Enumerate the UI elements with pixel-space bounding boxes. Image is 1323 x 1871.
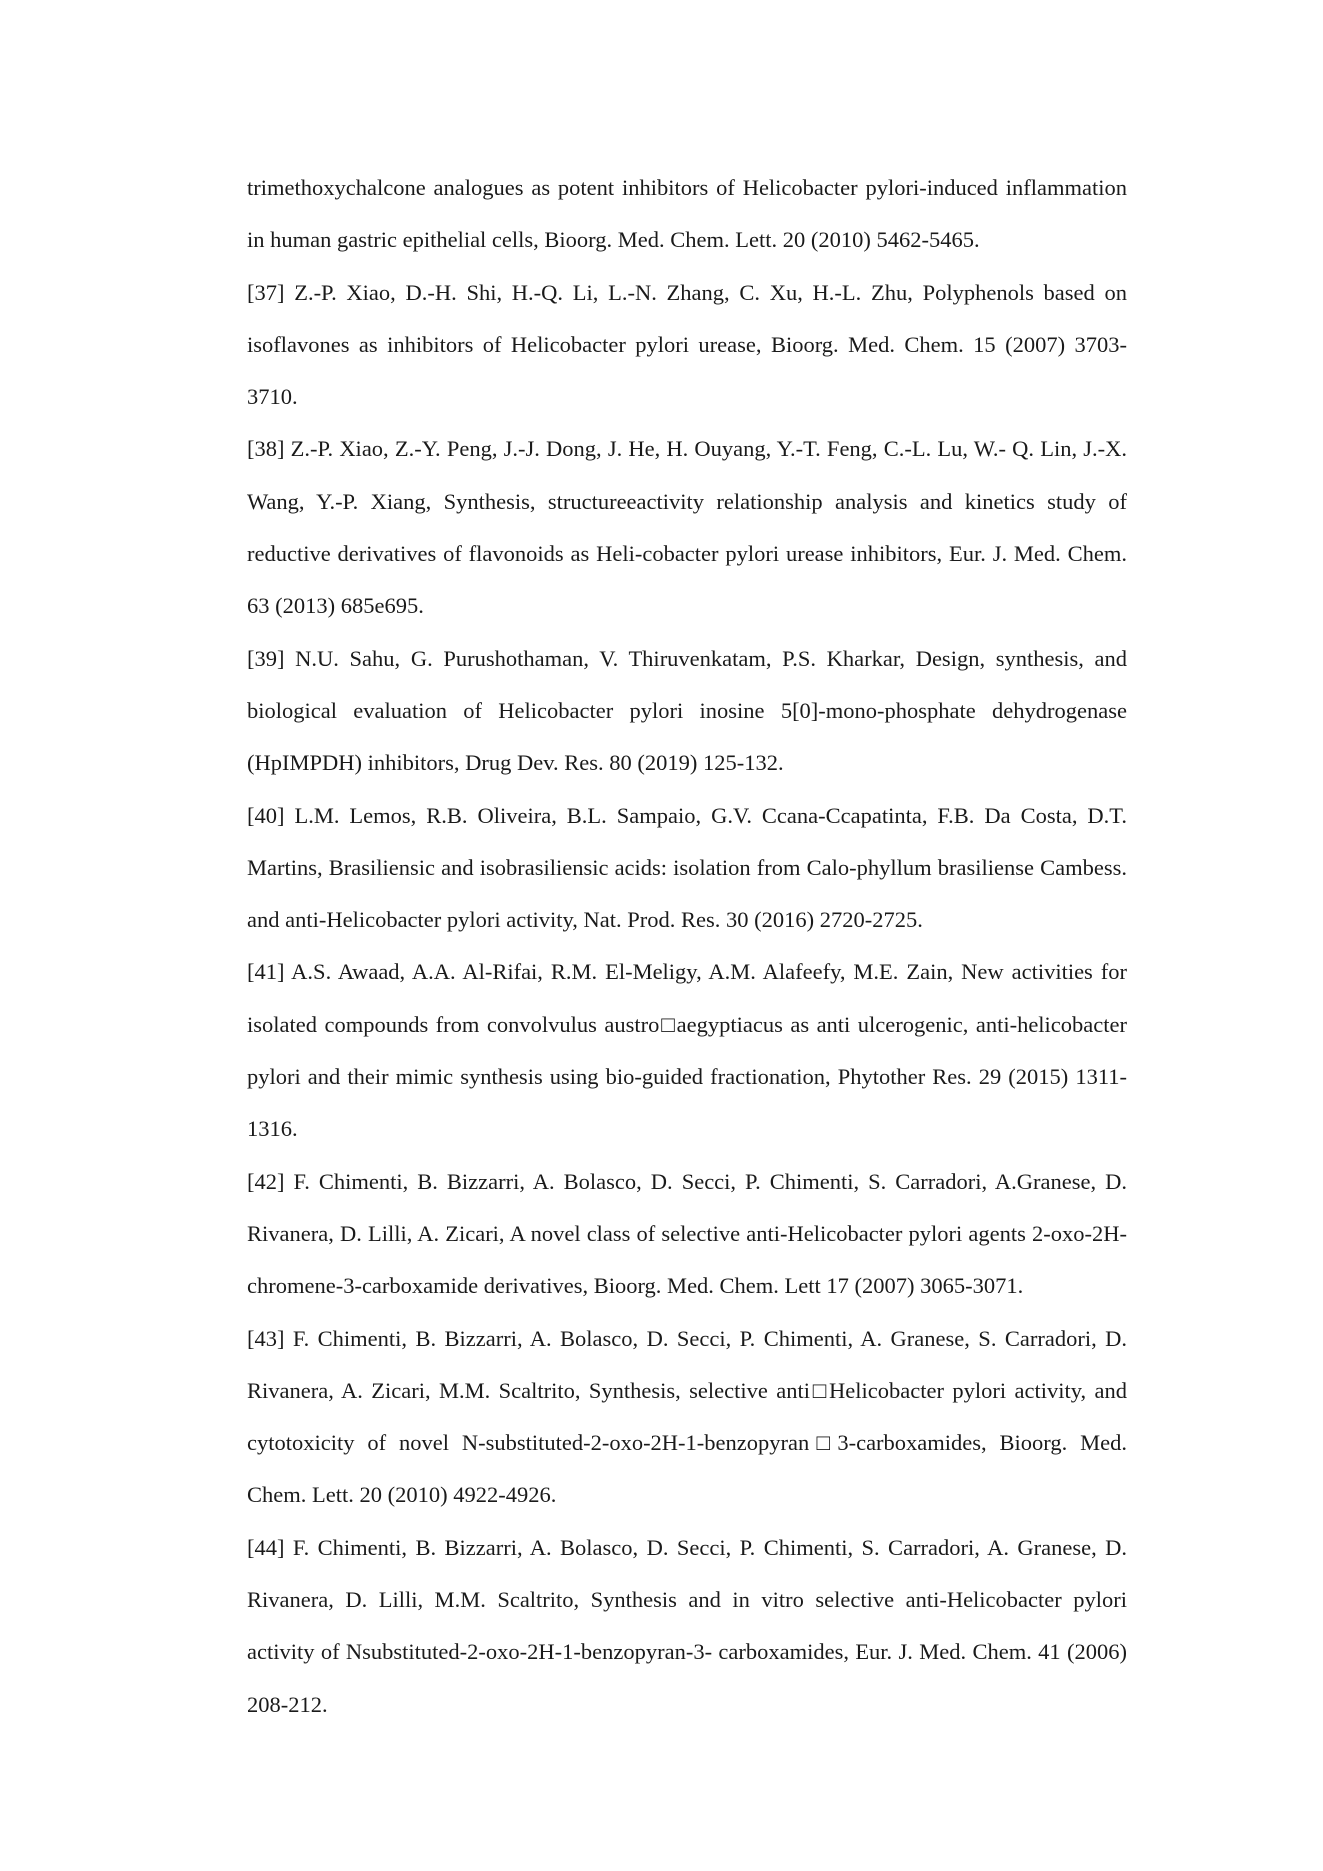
reference-40: [40] L.M. Lemos, R.B. Oliveira, B.L. Sampaio, G.V. Ccana-Ccapatinta, F.B. Da Costa, D.T. Martins, Brasiliensic and isobrasiliensic acids: isolation from Calo-phyllum brasiliense Cambess. and anti-Helicobacter pylori activity, Nat. Prod. Res. 30 (2016) 2720-2725.	[247, 802, 1127, 933]
reference-41: [41] A.S. Awaad, A.A. Al-Rifai, R.M. El-Meligy, A.M. Alafeefy, M.E. Zain, New activities for isolated compounds from convolvulus austro□aegyptiacus as anti ulcerogenic, anti-helicobacter pylori and their mimic synthesis using bio-guided fractionation, Phytother Res. 29 (2015) 1311-1316.	[247, 959, 1127, 1142]
reference-42: [42] F. Chimenti, B. Bizzarri, A. Bolasco, D. Secci, P. Chimenti, S. Carradori, A.Granese, D. Rivanera, D. Lilli, A. Zicari, A novel class of selective anti-Helicobacter pylori agents 2-oxo-2H-chromene-3-carboxamide derivatives, Bioorg. Med. Chem. Lett 17 (2007) 3065-3071.	[247, 1168, 1127, 1299]
reference-39: [39] N.U. Sahu, G. Purushothaman, V. Thiruvenkatam, P.S. Kharkar, Design, synthesis, and biological evaluation of Helicobacter pylori inosine 5[0]-mono-phosphate dehydrogenase (HpIMPDH) inhibitors, Drug Dev. Res. 80 (2019) 125-132.	[247, 645, 1127, 776]
reference-continuation: trimethoxychalcone analogues as potent inhibitors of Helicobacter pylori-induced inflammation in human gastric epithelial cells, Bioorg. Med. Chem. Lett. 20 (2010) 5462-5465.	[247, 175, 1127, 253]
reference-37: [37] Z.-P. Xiao, D.-H. Shi, H.-Q. Li, L.-N. Zhang, C. Xu, H.-L. Zhu, Polyphenols based on isoflavones as inhibitors of Helicobacter pylori urease, Bioorg. Med. Chem. 15 (2007) 3703-3710.	[247, 279, 1127, 410]
reference-43: [43] F. Chimenti, B. Bizzarri, A. Bolasco, D. Secci, P. Chimenti, A. Granese, S. Carradori, D. Rivanera, A. Zicari, M.M. Scaltrito, Synthesis, selective anti□Helicobacter pylori activity, and cytotoxicity of novel N-substituted-2-oxo-2H-1-benzopyran□3-carboxamides, Bioorg. Med. Chem. Lett. 20 (2010) 4922-4926.	[247, 1325, 1127, 1508]
reference-list	[247, 162, 1127, 1731]
reference-38: [38] Z.-P. Xiao, Z.-Y. Peng, J.-J. Dong, J. He, H. Ouyang, Y.-T. Feng, C.-L. Lu, W.- Q. Lin, J.-X. Wang, Y.-P. Xiang, Synthesis, structureeactivity relationship analysis and kinetics study of reductive derivatives of flavonoids as Heli-cobacter pylori urease inhibitors, Eur. J. Med. Chem. 63 (2013) 685e695.	[247, 436, 1127, 619]
reference-44: [44] F. Chimenti, B. Bizzarri, A. Bolasco, D. Secci, P. Chimenti, S. Carradori, A. Granese, D. Rivanera, D. Lilli, M.M. Scaltrito, Synthesis and in vitro selective anti-Helicobacter pylori activity of Nsubstituted-2-oxo-2H-1-benzopyran-3- carboxamides, Eur. J. Med. Chem. 41 (2006) 208-212.	[247, 1534, 1127, 1717]
